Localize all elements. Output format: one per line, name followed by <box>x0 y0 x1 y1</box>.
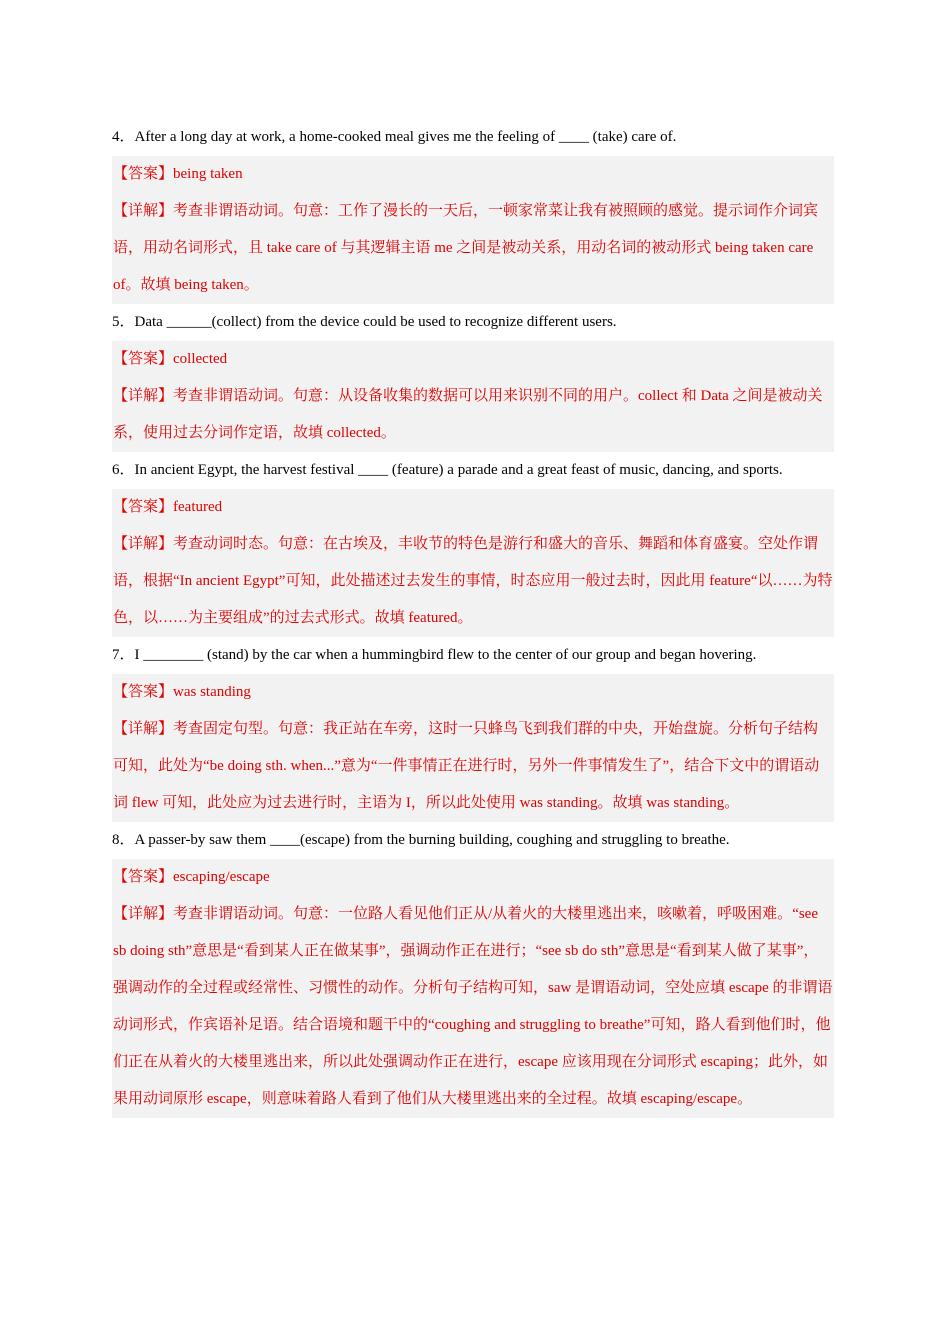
question-item <box>112 119 834 304</box>
answer-tag: 【答案】 <box>113 166 174 182</box>
detail-tag: 【详解】 <box>113 721 174 737</box>
detail-line <box>113 896 833 1118</box>
detail-text: 考查非谓语动词。句意：从设备收集的数据可以用来识别不同的用户。collect 和 Data 之间是被动关系，使用过去分词作定语，故填 collected。 <box>113 388 823 441</box>
answer-text: collected <box>173 351 228 367</box>
question-text: 5．Data ______(collect) from the device could be used to recognize different users. <box>112 314 617 330</box>
answer-line <box>113 156 833 193</box>
detail-line <box>113 193 833 304</box>
answer-line <box>113 489 833 526</box>
detail-tag: 【详解】 <box>113 906 174 922</box>
answer-tag: 【答案】 <box>113 499 174 515</box>
answer-line <box>113 674 833 711</box>
detail-tag: 【详解】 <box>113 203 174 219</box>
detail-tag: 【详解】 <box>113 388 174 404</box>
answer-box <box>112 859 834 1118</box>
answer-text: was standing <box>173 684 251 700</box>
detail-text: 考查非谓语动词。句意：一位路人看见他们正从/从着火的大楼里逃出来，咳嗽着，呼吸困难。“see sb doing sth”意思是“看到某人正在做某事”，强调动作正在进行；“see sb do sth”意思是“看到某人做了某事”，强调动作的全过程或经常性、习惯性的动作。分析句子结构可知，saw 是谓语动词，空处应填 escape 的非谓语动词形式，作宾语补足语。结合语境和题干中的“coughing and struggling to breathe”可知，路人看到他们时，他们正在从着火的大楼里逃出来，所以此处强调动作正在进行，escape 应该用现在分词形式 escaping；此外，如果用动词原形 escape，则意味着路人看到了他们从大楼里逃出来的全过程。故填 escaping/escape。 <box>113 906 833 1107</box>
question-text: 7．I ________ (stand) by the car when a hummingbird flew to the center of our group and began hovering. <box>112 647 757 663</box>
detail-line <box>113 711 833 822</box>
document-page <box>112 119 834 1118</box>
detail-text: 考查固定句型。句意：我正站在车旁，这时一只蜂鸟飞到我们群的中央，开始盘旋。分析句子结构可知，此处为“be doing sth. when...”意为“一件事情正在进行时，另外一件事情发生了”，结合下文中的谓语动词 flew 可知，此处应为过去进行时，主语为 I，所以此处使用 was standing。故填 was standing。 <box>113 721 820 811</box>
answer-line <box>113 341 833 378</box>
answer-tag: 【答案】 <box>113 684 174 700</box>
answer-box <box>112 489 834 637</box>
question-item <box>112 452 834 637</box>
answer-box <box>112 341 834 452</box>
detail-line <box>113 526 833 637</box>
answer-box <box>112 156 834 304</box>
answer-line <box>113 859 833 896</box>
question-text: 8．A passer-by saw them ____(escape) from the burning building, coughing and struggling to breathe. <box>112 832 730 848</box>
detail-tag: 【详解】 <box>113 536 174 552</box>
answer-text: being taken <box>173 166 243 182</box>
question-text: 4．After a long day at work, a home-cooked meal gives me the feeling of ____ (take) care of. <box>112 129 677 145</box>
answer-tag: 【答案】 <box>113 869 174 885</box>
answer-text: featured <box>173 499 223 515</box>
detail-line <box>113 378 833 452</box>
detail-text: 考查非谓语动词。句意：工作了漫长的一天后，一顿家常菜让我有被照顾的感觉。提示词作介词宾语，用动名词形式，且 take care of 与其逻辑主语 me 之间是被动关系，用动名词的被动形式 being taken care of。故填 being taken。 <box>113 203 819 293</box>
question-item <box>112 637 834 822</box>
answer-tag: 【答案】 <box>113 351 174 367</box>
answer-box <box>112 674 834 822</box>
question-item <box>112 822 834 1118</box>
detail-text: 考查动词时态。句意：在古埃及，丰收节的特色是游行和盛大的音乐、舞蹈和体育盛宴。空处作谓语，根据“In ancient Egypt”可知，此处描述过去发生的事情，时态应用一般过去时，因此用 feature“以……为特色，以……为主要组成”的过去式形式。故填 featured。 <box>113 536 833 626</box>
question-text: 6．In ancient Egypt, the harvest festival ____ (feature) a parade and a great feast of music, dancing, and sports. <box>112 462 783 478</box>
question-item <box>112 304 834 452</box>
answer-text: escaping/escape <box>173 869 270 885</box>
